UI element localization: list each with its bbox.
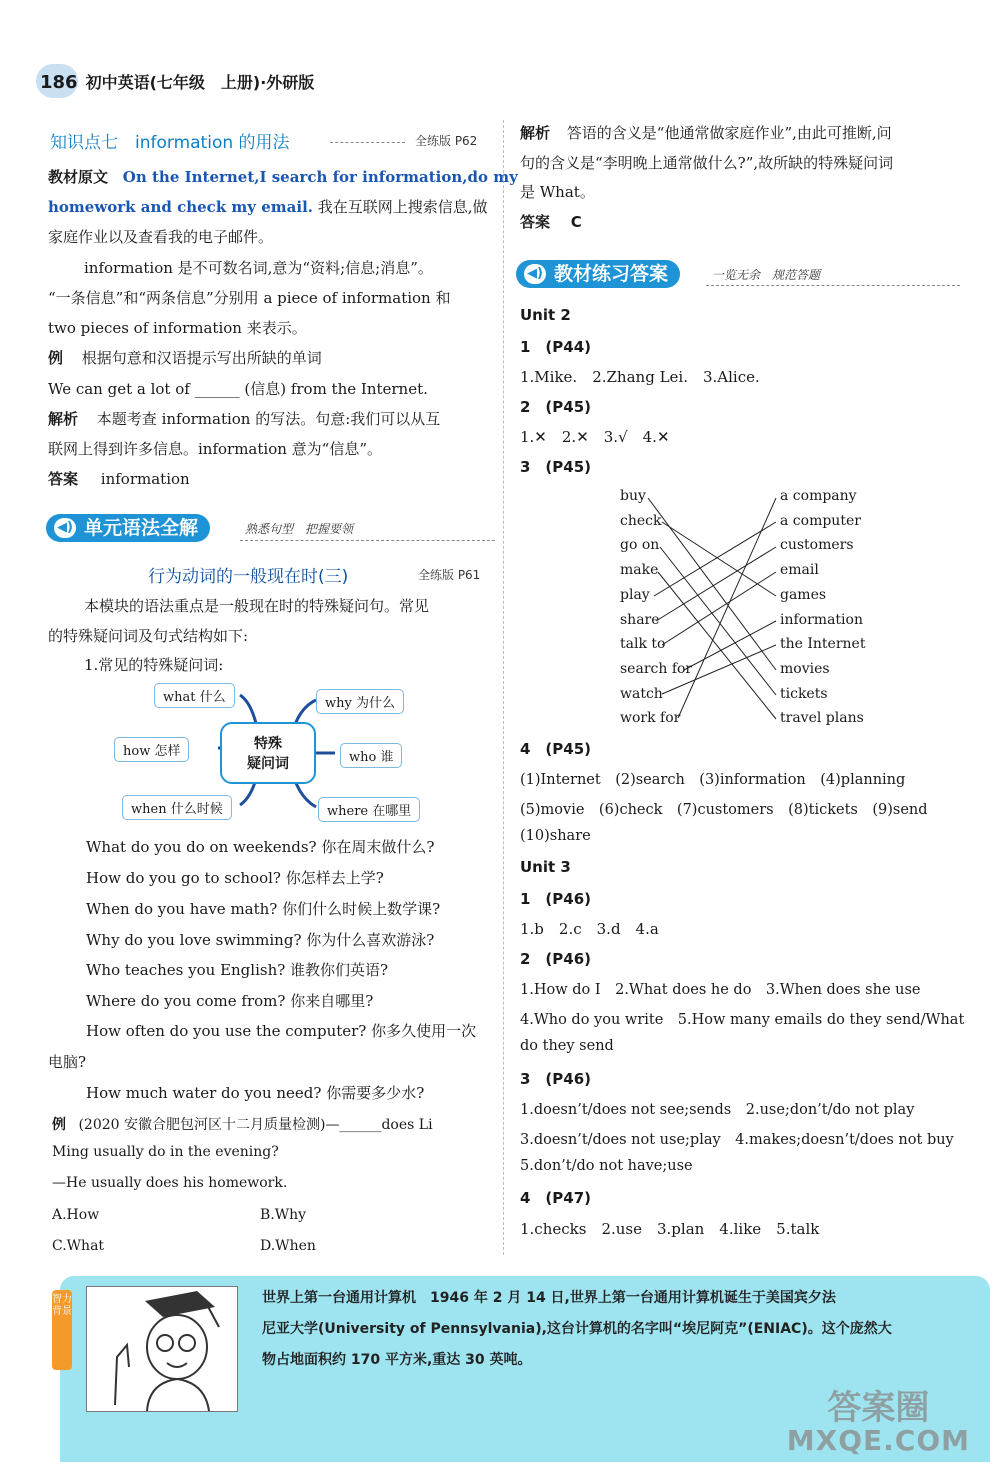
mindmap-center-line-2: 疑问词 (247, 756, 289, 772)
fact-line-2: 尼亚大学(University of Pennsylvania),这台计算机的名字叫“埃尼阿克”(ENIAC)。这个庞然大 (262, 1321, 892, 1337)
example-sentence: Where do you come from? 你来自哪里? (86, 992, 374, 1010)
answer-line (48, 468, 493, 489)
exercise-answer: (10)share (520, 828, 591, 844)
banner-subtitle: 熟悉句型 把握要领 (245, 522, 354, 536)
background-fact-text (262, 1283, 972, 1376)
example-sentence: What do you do on weekends? 你在周末做什么? (86, 838, 435, 856)
analysis-line (48, 408, 493, 429)
watermark-logo-text: 答案圈 (827, 1388, 930, 1428)
source-chinese-1: 我在互联网上搜索信息,做 (317, 198, 488, 216)
exercise-number: 3 (P46) (520, 1070, 592, 1088)
exercise-answer: 1.✕ 2.✕ 3.√ 4.✕ (520, 428, 670, 446)
matching-right-item: information (780, 611, 863, 628)
paragraph-line: two pieces of information 来表示。 (48, 319, 307, 337)
right-answer-line (520, 211, 970, 232)
source-label: 教材原文 (48, 168, 109, 186)
exercise-answer: 4.Who do you write 5.How many emails do they send/What (520, 1012, 965, 1028)
mindmap-when: when 什么时候 (122, 795, 232, 820)
professor-cartoon-image (86, 1286, 238, 1412)
matching-left-item: talk to (620, 636, 666, 653)
exercise-answer: (5)movie (6)check (7)customers (8)tickets (9)send (520, 802, 928, 818)
watermark-url: MXQE.COM (786, 1424, 970, 1457)
matching-left-item: search for (620, 660, 693, 677)
exercise-number: 4 (P47) (520, 1189, 592, 1207)
exercise-answer: 1.checks 2.use 3.plan 4.like 5.talk (520, 1220, 820, 1238)
answer-text: C (570, 213, 582, 231)
source-line-2 (48, 196, 493, 217)
exercise-answer: (1)Internet (2)search (3)information (4)planning (520, 772, 906, 788)
analysis-text: 答语的含义是“他通常做家庭作业”,由此可推断,问 (566, 124, 892, 142)
paragraph-line: “一条信息”和“两条信息”分别用 a piece of information 和 (48, 289, 451, 307)
matching-left-item: play (620, 586, 650, 603)
matching-right-item: email (780, 562, 819, 579)
example-sentence: How do you go to school? 你怎样去上学? (86, 869, 384, 887)
matching-left-item: work for (620, 710, 681, 727)
banner-title: 单元语法全解 (84, 517, 199, 539)
grammar-reference: 全练版 P61 (418, 568, 481, 582)
matching-left-item: go on (620, 537, 660, 554)
exercise-question: (2020 安徽合肥包河区十二月质量检测)—______does Li (78, 1117, 433, 1133)
matching-right-item: a company (780, 488, 857, 504)
banner-underline (706, 285, 960, 286)
mindmap-what: what 什么 (154, 683, 235, 708)
source-chinese-2: 家庭作业以及查看我的电子邮件。 (48, 228, 274, 246)
example-instruction: 根据句意和汉语提示写出所缺的单词 (81, 349, 322, 367)
source-english-2: homework and check my email. (48, 198, 313, 216)
source-english-1: On the Internet,I search for information,do my (122, 168, 518, 186)
option-d: D.When (260, 1238, 316, 1254)
grammar-intro-2: 的特殊疑问词及句式结构如下: (48, 627, 249, 645)
mindmap-center (220, 722, 316, 784)
mindmap-center-line-1: 特殊 (254, 736, 282, 752)
banner-subtitle: 一览无余 规范答题 (712, 268, 821, 282)
matching-left-item: share (620, 611, 660, 628)
exercise-answer: 5.don’t/do not have;use (520, 1158, 693, 1174)
exercise-reply: —He usually does his homework. (52, 1175, 288, 1191)
banner-title: 教材练习答案 (554, 263, 669, 285)
unit-heading: Unit 3 (520, 858, 571, 876)
exercise-question-2: Ming usually do in the evening? (52, 1144, 279, 1160)
analysis-text-3: 是 What。 (520, 183, 595, 201)
page-header (40, 70, 314, 93)
section-banner (46, 514, 210, 542)
section-banner (516, 260, 680, 288)
matching-lines (640, 484, 780, 734)
page-number: 186 (40, 72, 78, 93)
side-tag: 智力背景 (52, 1290, 72, 1370)
exercise-label: 例 (52, 1117, 66, 1133)
paragraph-line: information 是不可数名词,意为“资料;信息;消息”。 (84, 259, 433, 277)
grammar-intro: 本模块的语法重点是一般现在时的特殊疑问句。常见 (84, 597, 430, 615)
matching-right-item: customers (780, 537, 854, 554)
speaker-icon: ◀) (54, 518, 76, 538)
matching-left-item: check (620, 512, 662, 529)
fact-line-1: 世界上第一台通用计算机 1946 年 2 月 14 日,世界上第一台通用计算机诞生于美国宾夕法 (262, 1290, 836, 1306)
answer-label: 答案 (520, 213, 551, 231)
exercise-number: 1 (P44) (520, 338, 592, 356)
option-b: B.Why (260, 1207, 307, 1223)
exercise-answer: 3.doesn’t/does not use;play 4.makes;doesn’t/does not buy (520, 1132, 954, 1148)
speaker-icon: ◀) (524, 264, 546, 284)
unit-heading: Unit 2 (520, 306, 571, 324)
matching-right-item: games (780, 586, 827, 603)
matching-right-item: movies (780, 660, 830, 677)
mindmap-how: how 怎样 (114, 737, 189, 762)
right-analysis-line (520, 122, 970, 143)
matching-right-item: the Internet (780, 636, 866, 653)
exercise-answer: 1.How do I 2.What does he do 3.When does she use (520, 982, 921, 998)
exercise-answer: 1.Mike. 2.Zhang Lei. 3.Alice. (520, 368, 760, 386)
matching-right-column (780, 484, 865, 731)
exercise-answer: do they send (520, 1038, 614, 1054)
source-line-1 (48, 166, 518, 187)
answer-label: 答案 (48, 470, 79, 488)
example-sentence: Why do you love swimming? 你为什么喜欢游泳? (86, 931, 435, 949)
matching-right-item: travel plans (780, 710, 864, 727)
analysis-text: 本题考查 information 的写法。句意:我们可以从互 (96, 410, 441, 428)
kp-reference: 全练版 P62 (415, 134, 478, 148)
option-c: C.What (52, 1238, 105, 1254)
mindmap-who: who 谁 (340, 743, 402, 768)
exercise-number: 3 (P45) (520, 458, 592, 476)
watermark (787, 1390, 970, 1456)
professor-illustration (87, 1287, 237, 1411)
grammar-title: 行为动词的一般现在时(三) (148, 567, 349, 587)
fact-line-3: 物占地面积约 170 平方米,重达 30 英吨。 (262, 1352, 532, 1368)
example-line (48, 347, 493, 368)
exercise-number: 2 (P45) (520, 398, 592, 416)
example-sentence: How often do you use the computer? 你多久使用一次 (86, 1022, 477, 1040)
matching-left-item: buy (620, 488, 646, 504)
exercise-answer: 1.b 2.c 3.d 4.a (520, 920, 659, 938)
exercise-answer: 1.doesn’t/does not see;sends 2.use;don’t/do not play (520, 1102, 915, 1118)
matching-left-item: watch (620, 685, 663, 702)
dotted-leader (330, 142, 405, 143)
matching-right-item: tickets (780, 685, 828, 702)
analysis-label: 解析 (520, 124, 551, 142)
example-sentence: We can get a lot of ______ (信息) from the Internet. (48, 380, 428, 398)
analysis-text-2: 句的含义是“李明晚上通常做什么?”,故所缺的特殊疑问词 (520, 154, 894, 172)
example-sentence-wrap: 电脑? (48, 1053, 87, 1071)
column-separator (503, 120, 504, 1255)
analysis-text-2: 联网上得到许多信息。information 意为“信息”。 (48, 440, 383, 458)
example-sentence: How much water do you need? 你需要多少水? (86, 1084, 425, 1102)
exercise-line-1 (52, 1114, 433, 1134)
matching-left-item: make (620, 562, 659, 579)
option-a: A.How (52, 1207, 100, 1223)
book-title: 初中英语(七年级 上册)·外研版 (85, 73, 315, 92)
answer-text: information (100, 470, 190, 488)
exercise-number: 2 (P46) (520, 950, 592, 968)
grammar-subheading: 1.常见的特殊疑问词: (84, 656, 224, 674)
analysis-label: 解析 (48, 410, 79, 428)
exercise-number: 4 (P45) (520, 740, 592, 758)
mindmap-where: where 在哪里 (318, 797, 420, 822)
knowledge-point-title: 知识点七 information 的用法 (50, 133, 290, 153)
matching-right-item: a computer (780, 512, 861, 529)
exercise-number: 1 (P46) (520, 890, 592, 908)
example-sentence: When do you have math? 你们什么时候上数学课? (86, 900, 441, 918)
example-label: 例 (48, 349, 64, 367)
example-sentence: Who teaches you English? 谁教你们英语? (86, 961, 389, 979)
banner-underline (240, 540, 495, 541)
mindmap-why: why 为什么 (316, 689, 404, 714)
